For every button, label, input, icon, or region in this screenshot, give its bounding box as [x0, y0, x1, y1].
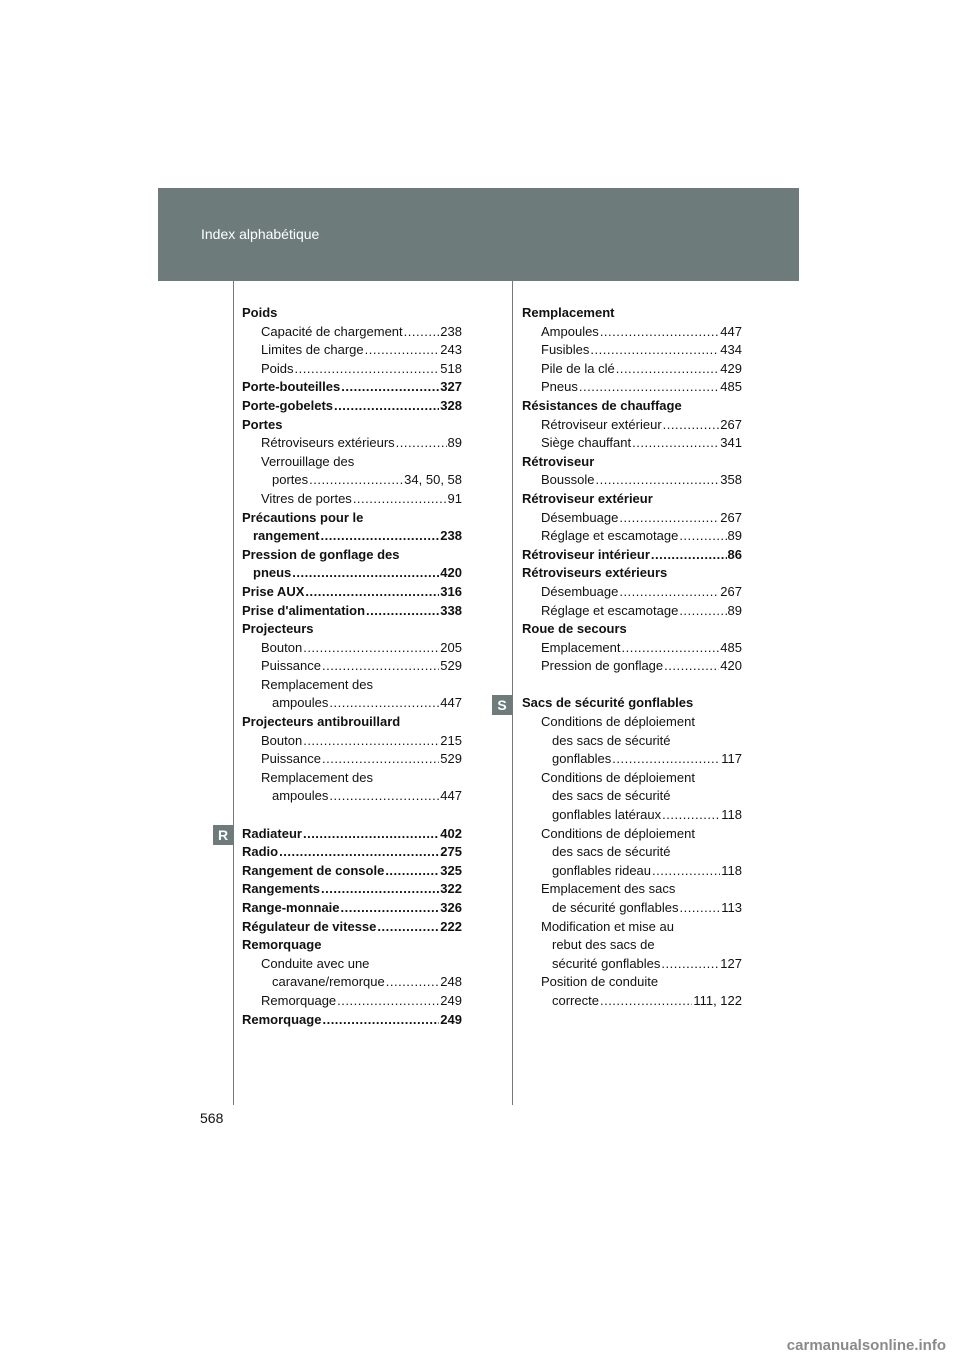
index-entry-term: Remplacement des [261, 769, 373, 785]
index-entry [522, 360, 742, 379]
index-entry-term: Conditions de déploiement [541, 714, 695, 730]
index-entry-page: 249 [440, 1011, 462, 1027]
index-entry-term: Rangement de console [242, 862, 385, 878]
index-entry [242, 992, 462, 1011]
dot-leader [341, 899, 440, 918]
index-entry [522, 416, 742, 435]
index-entry-page: 89 [727, 528, 742, 544]
index-entry-page: 91 [447, 490, 462, 506]
index-entry-page: 238 [440, 323, 462, 339]
index-entry [242, 918, 462, 937]
index-entry-page: 420 [720, 658, 742, 674]
dot-leader [651, 546, 727, 565]
letter-tab-s: S [492, 695, 512, 715]
index-entry-term: Pression de gonflage des [242, 546, 400, 562]
index-entry-page: 267 [720, 416, 742, 432]
index-entry [522, 378, 742, 397]
index-entry-term: Porte-gobelets [242, 397, 334, 413]
index-entry-page: 434 [720, 342, 742, 358]
dot-leader [353, 490, 447, 509]
index-entry-page: 485 [720, 639, 742, 655]
index-column-right [522, 304, 742, 1011]
index-spacer [522, 676, 742, 695]
index-entry-term: Pile de la clé [541, 360, 615, 376]
dot-leader [679, 899, 720, 918]
dot-leader [396, 434, 447, 453]
index-entry-term: gonflables latéraux [552, 807, 662, 823]
dot-leader [619, 509, 719, 528]
index-entry-page: 86 [727, 546, 742, 562]
index-entry-term: Ampoules [541, 323, 599, 339]
index-entry-page: 113 [721, 900, 742, 915]
index-entry-page: 325 [440, 862, 462, 878]
index-entry [242, 843, 462, 862]
index-entry-term: Désembuage [541, 509, 619, 525]
index-entry-page: 215 [440, 732, 462, 748]
index-entry-term: des sacs de sécurité [552, 844, 671, 860]
dot-leader [292, 564, 439, 583]
section-title: Index alphabétique [201, 226, 320, 242]
index-entry [522, 657, 742, 676]
index-entry-term: Remorquage [242, 1011, 322, 1027]
dot-leader [385, 862, 439, 881]
dot-leader [337, 992, 439, 1011]
index-entry-term: Rétroviseur extérieur [541, 416, 662, 432]
index-entry-page: 420 [440, 565, 462, 581]
index-entry-page: 485 [720, 379, 742, 395]
index-entry-term: Remplacement des [261, 676, 373, 692]
index-entry [242, 378, 462, 397]
index-entry-page: 429 [720, 360, 742, 376]
index-entry [242, 694, 462, 713]
index-entry-page: 338 [440, 602, 462, 618]
index-entry-term: Puissance [261, 658, 321, 674]
index-entry [522, 546, 742, 565]
index-entry-term: ampoules [272, 788, 329, 804]
dot-leader [322, 1011, 439, 1030]
dot-leader [377, 918, 439, 937]
index-entry [242, 825, 462, 844]
index-entry-page: 118 [721, 807, 742, 823]
index-entry [522, 639, 742, 658]
index-entry-term: rangement [253, 528, 320, 544]
index-entry-page: 238 [440, 528, 462, 544]
index-entry-term: Siège chauffant [541, 435, 632, 451]
index-entry [242, 360, 462, 379]
index-entry-page: 316 [440, 583, 462, 599]
index-entry-term: Puissance [261, 751, 321, 767]
index-entry [522, 862, 742, 881]
index-entry-page: 267 [720, 509, 742, 525]
index-entry-term: des sacs de sécurité [552, 788, 671, 804]
index-entry-term: Verrouillage des [261, 453, 355, 469]
index-entry-term: Roue de secours [522, 621, 627, 637]
index-entry-page: 447 [720, 323, 742, 339]
dot-leader [303, 732, 439, 751]
index-entry [242, 583, 462, 602]
dot-leader [662, 806, 720, 825]
index-entry [522, 602, 742, 621]
dot-leader [661, 955, 719, 974]
index-entry-term: Rangements [242, 881, 321, 897]
index-entry-page: 267 [720, 583, 742, 599]
index-entry-term: Modification et mise au [541, 918, 674, 934]
index-entry-term: gonflables [552, 751, 612, 767]
index-entry-page: 222 [440, 918, 462, 934]
index-entry-page: 248 [440, 974, 462, 990]
index-entry-term: correcte [552, 992, 599, 1008]
index-entry-term: Bouton [261, 639, 303, 655]
index-entry-term: Désembuage [541, 583, 619, 599]
index-entry-term: Limites de charge [261, 342, 364, 358]
dot-leader [365, 341, 440, 360]
index-entry-term: Prise AUX [242, 583, 305, 599]
index-entry-term: caravane/remorque [272, 974, 385, 990]
index-entry [242, 750, 462, 769]
index-entry [242, 862, 462, 881]
index-entry-term: Bouton [261, 732, 303, 748]
index-entry-page: 249 [440, 992, 462, 1008]
dot-leader [320, 527, 439, 546]
index-entry-term: Portes [242, 416, 283, 432]
dot-leader [632, 434, 719, 453]
index-entry-page: 328 [440, 397, 462, 413]
index-entry-page: 341 [720, 435, 742, 451]
left-margin-rule [233, 281, 234, 1105]
index-entry-page: 127 [720, 955, 742, 971]
index-entry-term: Fusibles [541, 342, 590, 358]
dot-leader [595, 471, 719, 490]
index-entry-term: Réglage et escamotage [541, 528, 679, 544]
index-entry [242, 434, 462, 453]
index-entry [242, 341, 462, 360]
index-entry-page: 529 [440, 658, 462, 674]
index-entry-term: Rétroviseur extérieur [522, 490, 653, 506]
index-entry-term: Conditions de déploiement [541, 769, 695, 785]
index-entry-term: Capacité de chargement [261, 323, 403, 339]
index-entry-term: Projecteurs [242, 621, 314, 637]
dot-leader [295, 360, 440, 379]
index-entry-term: Rétroviseur [522, 453, 595, 469]
header-band [158, 188, 799, 281]
index-entry-page: 117 [721, 751, 742, 767]
index-entry [522, 509, 742, 528]
index-entry-page: 358 [720, 472, 742, 488]
index-entry [242, 787, 462, 806]
page-number: 568 [200, 1110, 224, 1126]
index-entry-term: Poids [261, 360, 294, 376]
index-entry [522, 899, 742, 918]
index-entry [242, 490, 462, 509]
index-entry [242, 602, 462, 621]
index-entry-page: 118 [721, 862, 742, 878]
index-entry-page: 34, 50, 58 [404, 472, 462, 488]
dot-leader [679, 527, 726, 546]
index-entry-term: Emplacement des sacs [541, 881, 676, 897]
dot-leader [600, 992, 692, 1011]
index-entry [242, 323, 462, 342]
index-entry [242, 973, 462, 992]
index-entry [522, 341, 742, 360]
index-column-left [242, 304, 462, 1029]
index-entry-term: Pneus [541, 379, 578, 395]
dot-leader [386, 973, 440, 992]
dot-leader [679, 602, 726, 621]
dot-leader [334, 397, 439, 416]
index-entry [242, 527, 462, 546]
dot-leader [329, 694, 439, 713]
dot-leader [621, 639, 719, 658]
index-entry [242, 639, 462, 658]
dot-leader [366, 602, 439, 621]
dot-leader [341, 378, 439, 397]
index-entry [522, 527, 742, 546]
dot-leader [663, 416, 720, 435]
index-entry-term: de sécurité gonflables [552, 900, 679, 915]
index-entry [522, 323, 742, 342]
watermark: carmanualsonline.info [786, 1337, 946, 1354]
dot-leader [309, 471, 403, 490]
index-entry-page: 518 [440, 360, 462, 376]
index-entry-term: portes [272, 472, 309, 488]
index-entry [242, 1011, 462, 1030]
index-entry-term: ampoules [272, 695, 329, 711]
index-entry [522, 471, 742, 490]
dot-leader [279, 843, 439, 862]
index-entry-term: Résistances de chauffage [522, 397, 682, 413]
index-entry-term: gonflables rideau [552, 862, 652, 878]
dot-leader [322, 657, 439, 676]
index-entry [522, 434, 742, 453]
index-entry-term: rebut des sacs de [552, 937, 655, 953]
dot-leader [329, 787, 439, 806]
dot-leader [579, 378, 719, 397]
index-entry-term: Sacs de sécurité gonflables [522, 695, 694, 711]
dot-leader [600, 323, 719, 342]
index-entry-term: Remorquage [261, 992, 337, 1008]
index-entry-term: Position de conduite [541, 974, 659, 990]
index-entry-term: Rétroviseurs extérieurs [522, 565, 668, 581]
index-entry-term: Prise d'alimentation [242, 602, 366, 618]
index-entry-term: Rétroviseur intérieur [522, 546, 650, 562]
index-entry-term: Radio [242, 844, 279, 860]
dot-leader [664, 657, 719, 676]
dot-leader [322, 750, 439, 769]
index-entry [242, 732, 462, 751]
index-entry [242, 471, 462, 490]
index-entry-term: Porte-bouteilles [242, 379, 341, 395]
index-entry [242, 397, 462, 416]
index-entry [522, 583, 742, 602]
index-entry-term: Régulateur de vitesse [242, 918, 377, 934]
index-entry-term: Conduite avec une [261, 955, 370, 971]
dot-leader [616, 360, 720, 379]
column-divider-rule [512, 281, 513, 1105]
dot-leader [590, 341, 719, 360]
index-entry-term: Radiateur [242, 825, 302, 841]
index-entry-term: Pression de gonflage [541, 658, 664, 674]
index-entry-page: 327 [440, 379, 462, 395]
index-entry-page: 322 [440, 881, 462, 897]
index-entry-term: Vitres de portes [261, 490, 352, 506]
index-entry-page: 326 [440, 900, 462, 915]
index-entry-term: Remplacement [522, 305, 615, 320]
index-entry-term: sécurité gonflables [552, 955, 661, 971]
index-entry [522, 955, 742, 974]
letter-tab-r: R [213, 825, 233, 845]
index-entry-term: Projecteurs antibrouillard [242, 714, 401, 730]
index-entry [522, 992, 742, 1011]
index-entry-page: 447 [440, 788, 462, 804]
dot-leader [303, 639, 439, 658]
index-entry-term: Poids [242, 305, 278, 320]
index-entry-term: pneus [253, 565, 292, 581]
index-entry-term: Précautions pour le [242, 509, 364, 525]
index-entry-term: Conditions de déploiement [541, 825, 695, 841]
index-entry-term: Range-monnaie [242, 900, 340, 915]
index-entry-term: Boussole [541, 472, 595, 488]
index-entry [242, 564, 462, 583]
index-entry-page: 275 [440, 844, 462, 860]
index-entry [522, 806, 742, 825]
index-entry-term: Rétroviseurs extérieurs [261, 435, 395, 451]
index-entry [242, 899, 462, 918]
dot-leader [404, 323, 440, 342]
index-entry-page: 529 [440, 751, 462, 767]
index-entry-term: des sacs de sécurité [552, 732, 671, 748]
index-entry-term: Réglage et escamotage [541, 602, 679, 618]
index-entry-page: 243 [440, 342, 462, 358]
index-entry-term: Remorquage [242, 937, 322, 953]
index-entry-page: 402 [440, 825, 462, 841]
index-entry [242, 880, 462, 899]
dot-leader [321, 880, 439, 899]
index-entry-page: 89 [727, 602, 742, 618]
index-entry-page: 111, 122 [693, 992, 742, 1008]
index-entry [522, 750, 742, 769]
dot-leader [652, 862, 720, 881]
dot-leader [303, 825, 439, 844]
index-spacer [242, 806, 462, 825]
dot-leader [305, 583, 439, 602]
index-entry-page: 89 [447, 435, 462, 451]
index-entry-page: 447 [440, 695, 462, 711]
dot-leader [612, 750, 720, 769]
dot-leader [619, 583, 719, 602]
index-entry-term: Emplacement [541, 639, 621, 655]
index-entry [242, 657, 462, 676]
index-entry-page: 205 [440, 639, 462, 655]
